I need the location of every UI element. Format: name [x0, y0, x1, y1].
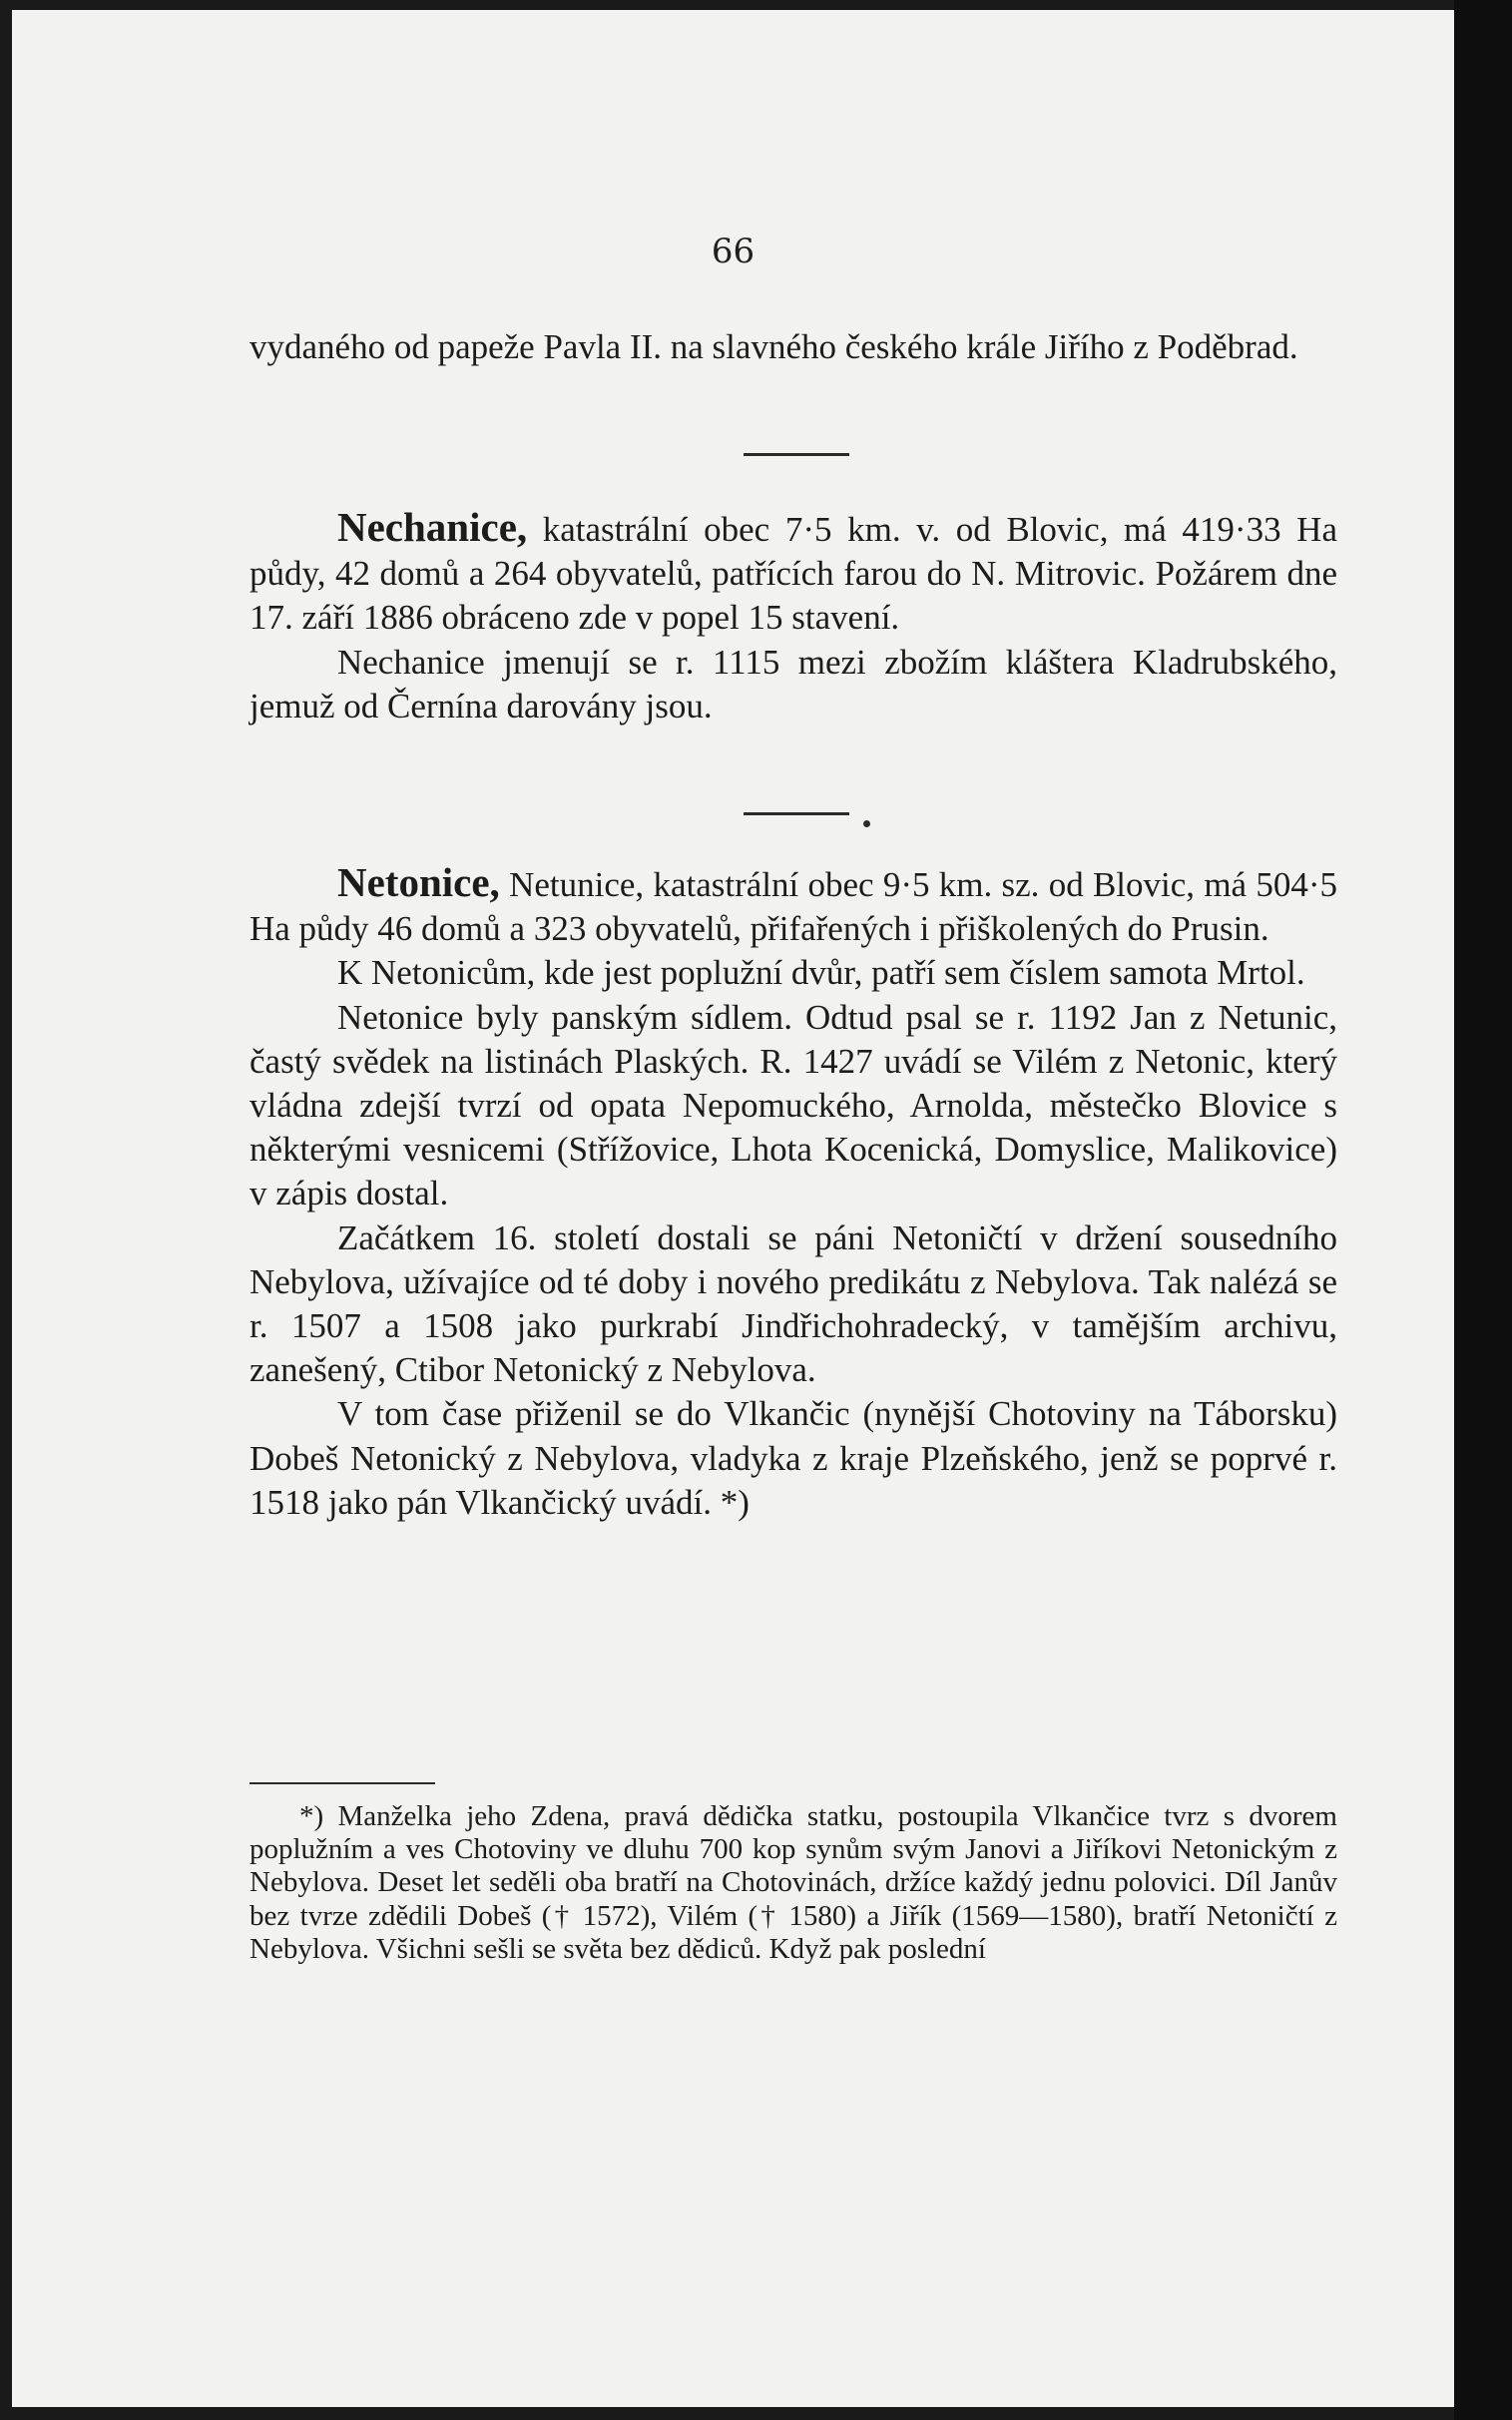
section-netonice [250, 860, 1337, 1525]
netonice-paragraph-1 [250, 860, 1337, 951]
nechanice-text-1: katastrální obec 7·5 km. v. od Blovic, má 419·33 Ha půdy, 42 domů a 264 obyvatelů, patřících farou do N. Mitrovic. Požárem dne 17. září 1886 obráceno zde v popel 15 stavení. [250, 510, 1337, 638]
netonice-paragraph-4: Začátkem 16. století dostali se páni Netoničtí v držení sousedního Nebylova, užívajíce od té doby i nového predikátu z Nebylova. Tak nalézá se r. 1507 a 1508 jako purkrabí Jindřichohradecký, v tamějším archivu, zanešený, Ctibor Netonický z Nebylova. [250, 1217, 1337, 1390]
book-page [12, 10, 1454, 2407]
intro-text: vydaného od papeže Pavla II. na slavného českého krále Jiřího z Poděbrad. [250, 327, 1298, 366]
print-speck [863, 820, 870, 827]
page-number: 66 [711, 232, 756, 271]
netonice-text-1: Netunice, katastrální obec 9·5 km. sz. od Blovic, má 504·5 Ha půdy 46 domů a 323 obyvatelů, přifařených i přiškolených do Prusin. [250, 865, 1338, 949]
footnote-text: *) Manželka jeho Zdena, pravá dědička statku, postoupila Vlkančice tvrz s dvorem poplužním a ves Chotoviny ve dluhu 700 kop synům svým Janovi a Jiříkovi Netonickým z Nebylova. Deset let seděli oba bratří na Chotovinách, držíce každý jednu polovici. Díl Janův bez tvrze zdědili Dobeš († 1572), Vilém († 1580) a Jiřík (1569—1580), bratří Netoničtí z Nebylova. Všichni sešli se světa bez dědiců. Když pak poslední [250, 1800, 1337, 1965]
scan-border [1454, 0, 1512, 2420]
netonice-heading: Netonice, [337, 859, 500, 905]
section-divider [744, 812, 849, 815]
nechanice-heading: Nechanice, [337, 504, 528, 550]
section-divider [744, 453, 849, 456]
intro-paragraph [250, 325, 1337, 369]
nechanice-paragraph-1 [250, 505, 1337, 641]
footnote [250, 1800, 1337, 1966]
section-nechanice [250, 505, 1337, 728]
netonice-paragraph-3: Netonice byly panským sídlem. Odtud psal se r. 1192 Jan z Netunic, častý svědek na listinách Plaských. R. 1427 uvádí se Vilém z Netonic, který vládna zdejší tvrzí od opata Nepomuckého, Arnolda, městečko Blovice s některými vesnicemi (Střížovice, Lhota Kocenická, Domyslice, Malikovice) v zápis dostal. [250, 997, 1337, 1213]
netonice-paragraph-2: K Netonicům, kde jest poplužní dvůr, patří sem číslem samota Mrtol. [337, 953, 1305, 993]
nechanice-paragraph-2: Nechanice jmenují se r. 1115 mezi zbožím kláštera Kladrubského, jemuž od Černína darovány jsou. [250, 642, 1337, 726]
netonice-paragraph-5: V tom čase přiženil se do Vlkančic (nynější Chotoviny na Táborsku) Dobeš Netonický z Nebylova, vladyka z kraje Plzeňského, jenž se poprvé r. 1518 jako pán Vlkančický uvádí. *) [250, 1394, 1337, 1522]
footnote-rule [250, 1782, 435, 1784]
